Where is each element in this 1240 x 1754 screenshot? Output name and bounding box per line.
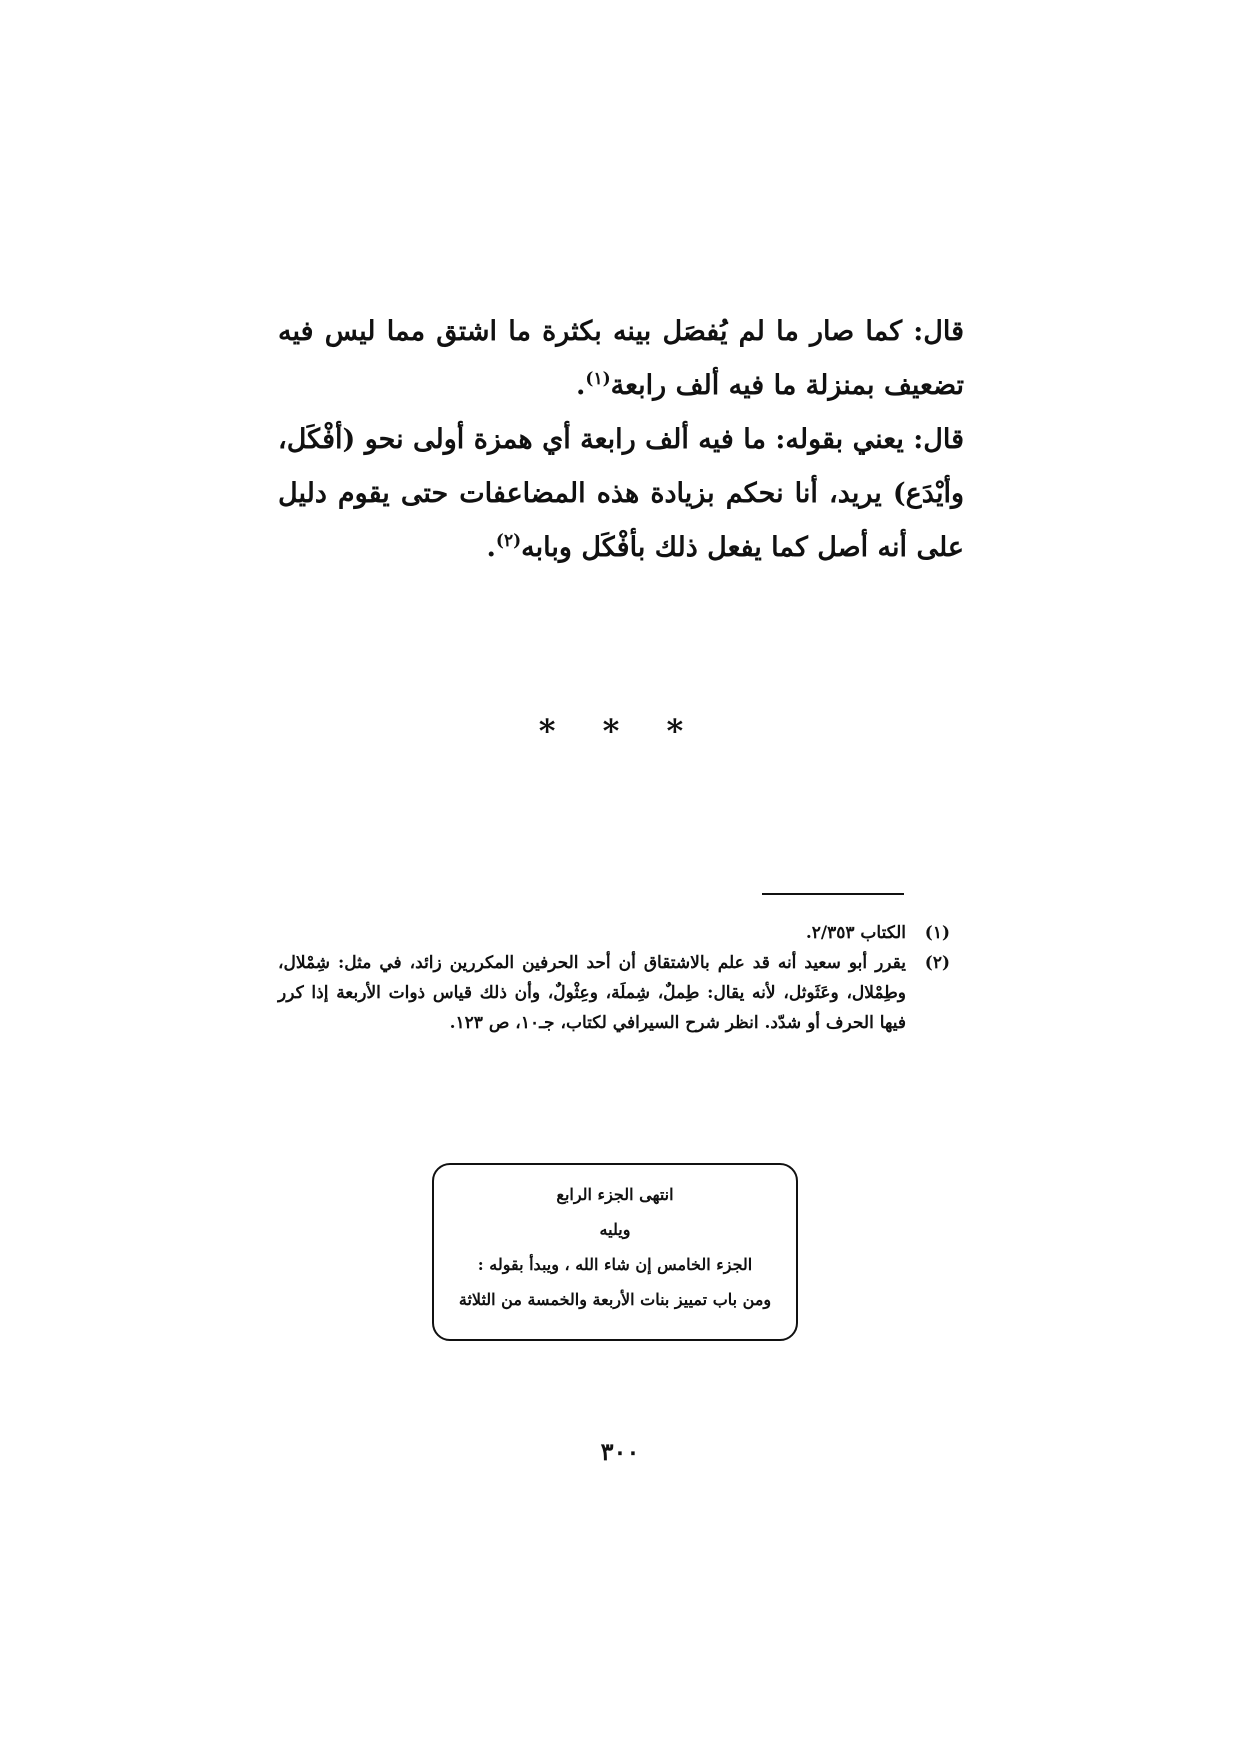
footnote-number: (٢) [924, 953, 950, 973]
end-line-4: ومن باب تمييز بنات الأربعة والخمسة من الثلاثة [458, 1290, 772, 1309]
footnote-2 [278, 948, 950, 1038]
end-line-2: ويليه [599, 1220, 631, 1239]
main-text [278, 305, 964, 575]
paragraph-2-end: . [486, 532, 496, 563]
footnote-text: الكتاب ٢/٣٥٣. [805, 923, 906, 943]
paragraph-1-text: كما صار ما لم يُفصَل بينه بكثرة ما اشتق مما ليس فيه تضعيف بمنزلة ما فيه ألف رابعة [278, 316, 964, 401]
footnote-ref-2: (٢) [495, 531, 522, 551]
end-line-3: الجزء الخامس إن شاء الله ، ويبدأ بقوله : [477, 1255, 753, 1274]
paragraph-1-end: . [575, 370, 586, 401]
paragraph-2-text: يعني بقوله: ما فيه ألف رابعة أي همزة أولى نحو (أفْكَل، وأيْدَع) يريد، أنا نحكم بزيادة هذه المضاعفات حتى يقوم دليل على أنه أصل كما يفعل ذلك بأفْكَل وبابه [278, 424, 964, 563]
qal-label-2: قال: [913, 424, 964, 455]
paragraph-1 [278, 305, 964, 413]
footnote-text: يقرر أبو سعيد أنه قد علم بالاشتقاق أن أحد الحرفين المكررين زائد، في مثل: شِمْلال، وطِمْلال، وعَثَوثل، لأنه يقال: طِملٌ، شِملَة، وعِثْولٌ، وأن ذلك قياس ذوات الأربعة إذا كرر فيها الحرف أو شدّد. انظر شرح السيرافي لكتاب، جـ١٠، ص ١٢٣. [278, 953, 906, 1033]
footnote-ref-1: (١) [585, 369, 611, 389]
footnote-divider [762, 893, 904, 895]
end-line-1: انتهى الجزء الرابع [556, 1185, 674, 1204]
footnote-number: (١) [924, 923, 950, 943]
footnote-1 [278, 918, 950, 948]
section-separator: * * * [538, 712, 702, 750]
end-of-volume-box [432, 1163, 798, 1341]
footnotes [278, 918, 950, 1038]
paragraph-2 [278, 413, 964, 575]
qal-label-1: قال: [913, 316, 964, 347]
page-number: ٣٠٠ [600, 1437, 640, 1466]
